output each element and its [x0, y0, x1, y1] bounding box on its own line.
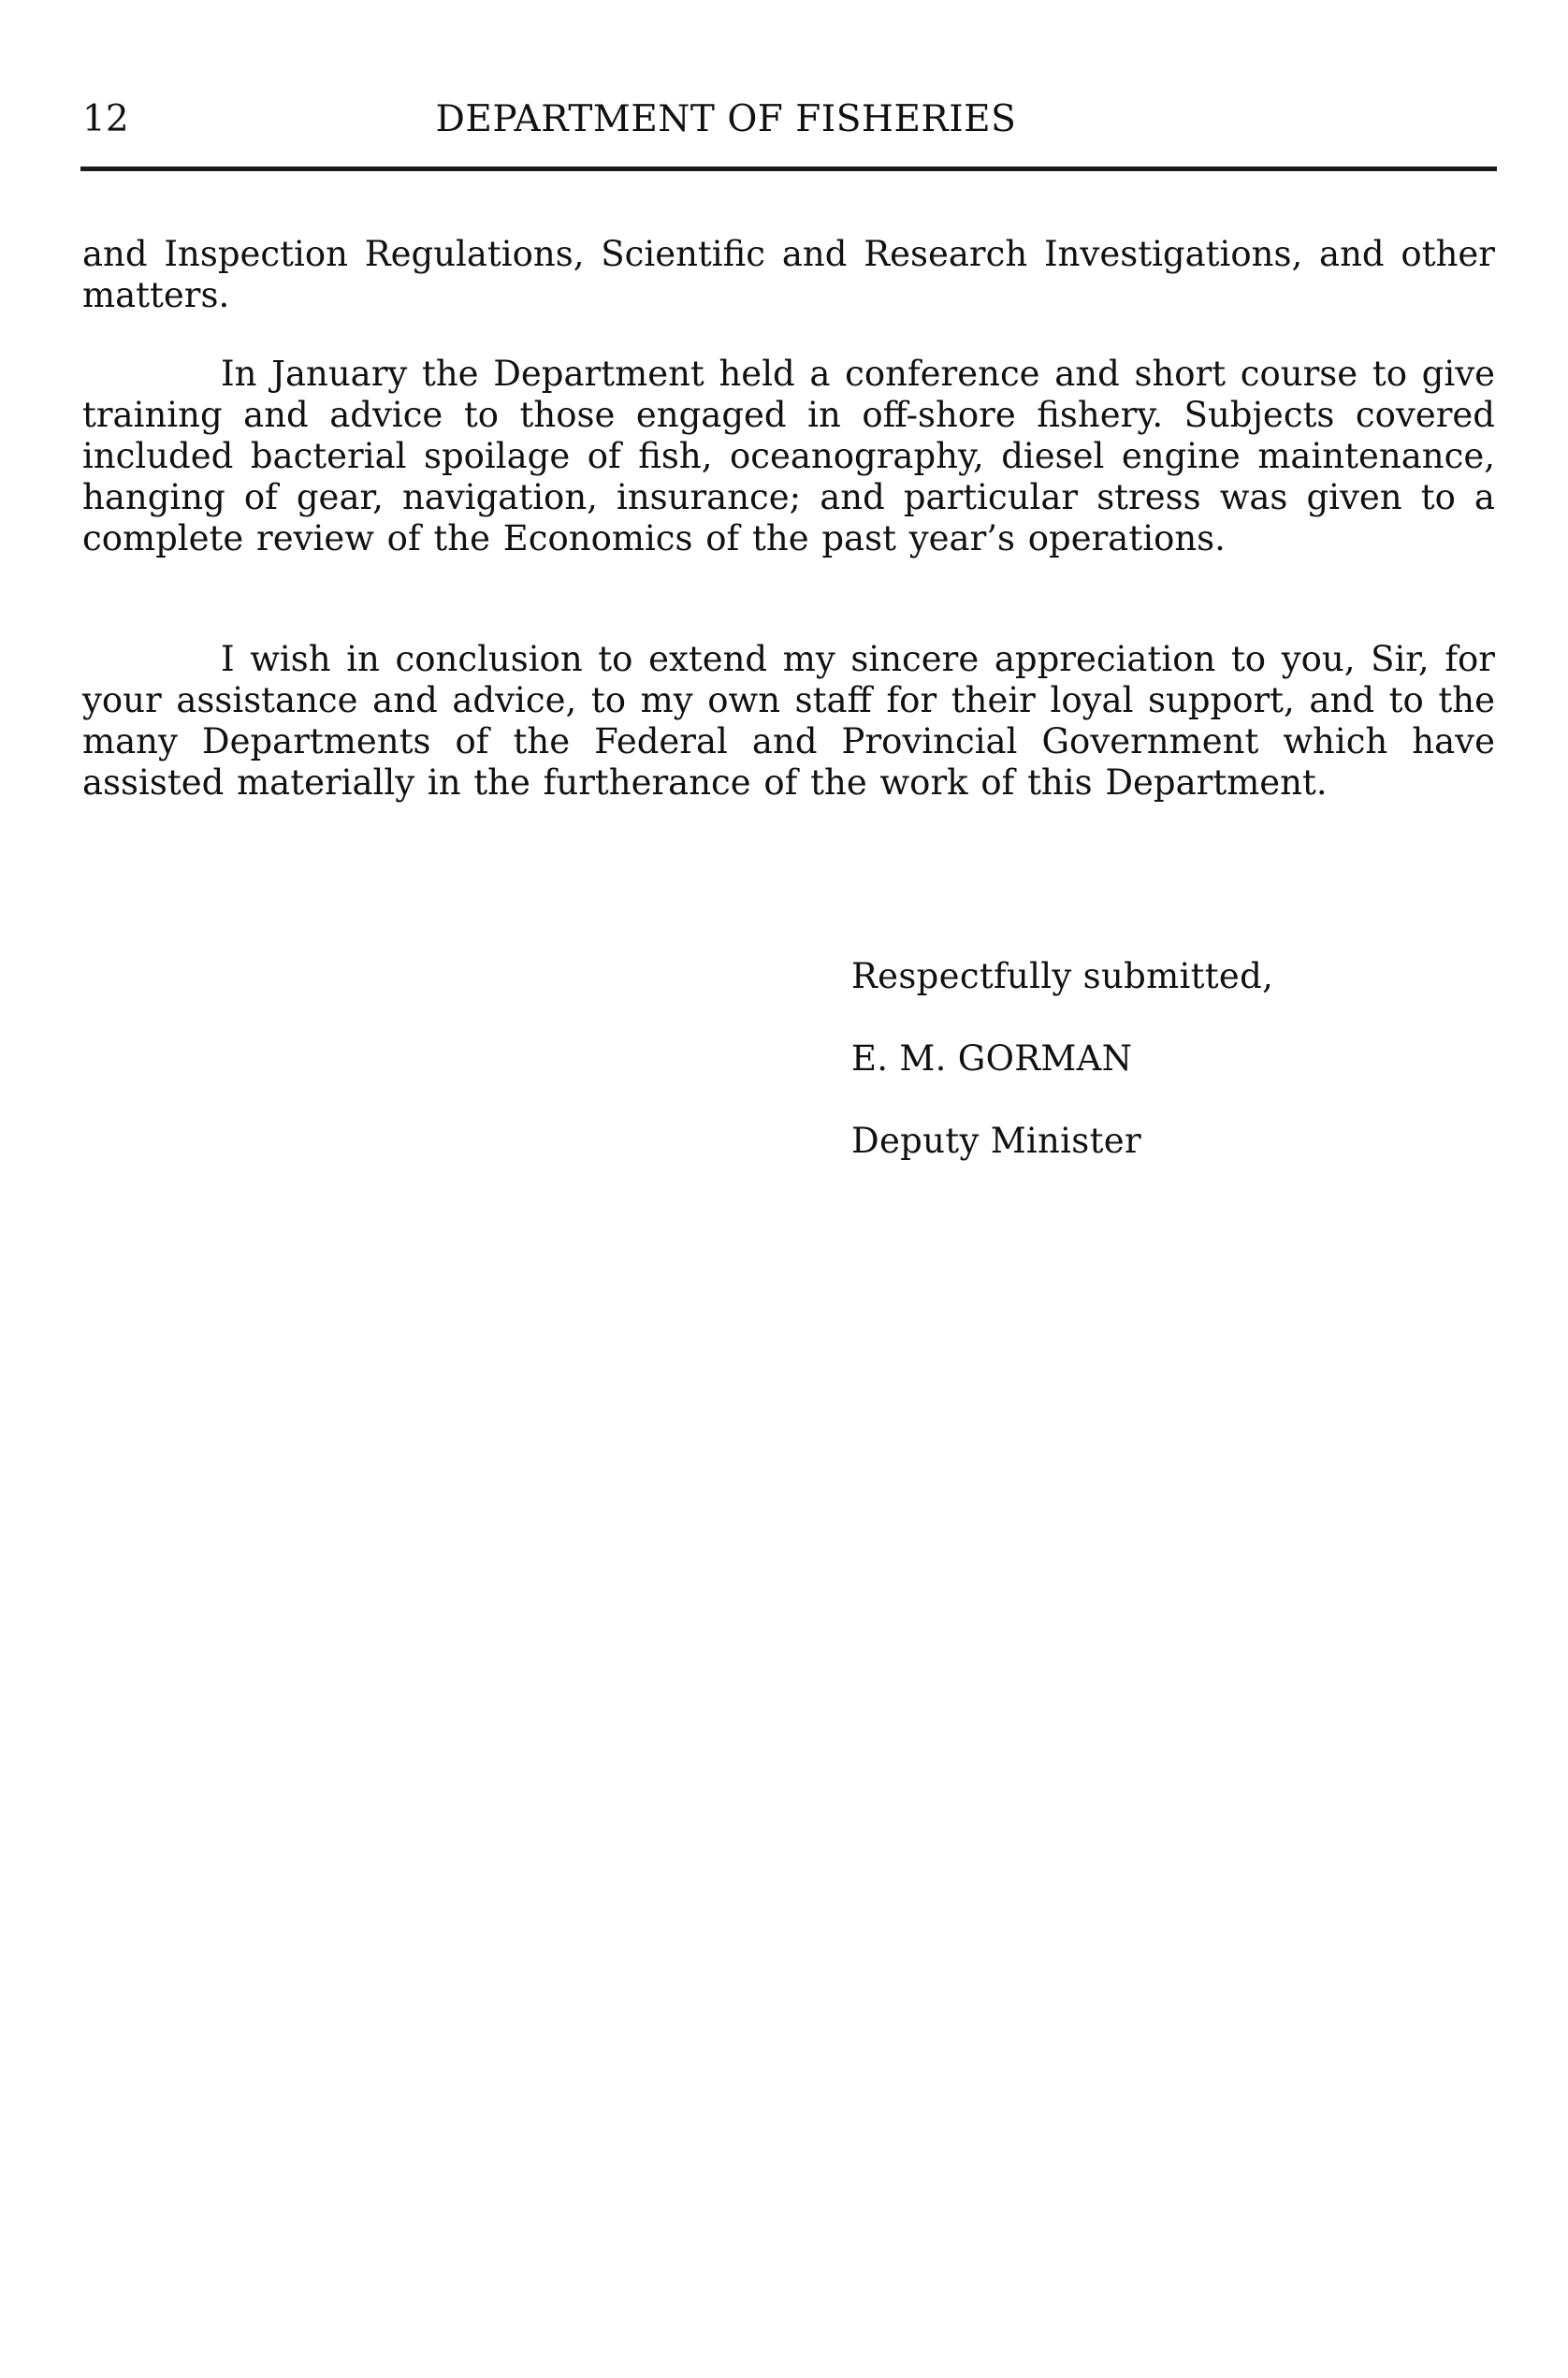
signature-closing: Respectfully submitted,	[851, 956, 1274, 996]
page-title: DEPARTMENT OF FISHERIES	[435, 98, 1017, 140]
paragraph-continuation: and Inspection Regulations, Scientific and Research Investigations, and other matters.	[82, 234, 1495, 315]
page-number: 12	[82, 98, 129, 140]
paragraph-conclusion: I wish in conclusion to extend my sincere appreciation to you, Sir, for your assistance and advice, to my own staff for their loyal support, and to the many Departments of the Federal and Provincial Government which have assisted materially in the furtherance of the work of this Department.	[82, 639, 1495, 803]
signature-title: Deputy Minister	[851, 1121, 1141, 1161]
paragraph-conference: In January the Department held a conference and short course to give training and advice to those engaged in off-shore fishery. Subjects covered included bacterial spoilage of fish, oceanography, diesel engine maintenance, hanging of gear, navigation, insurance; and particular stress was given to a complete review of the Economics of the past year’s operations.	[82, 354, 1495, 558]
running-head	[82, 94, 1497, 146]
signature-name: E. M. GORMAN	[851, 1038, 1133, 1079]
header-divider	[80, 167, 1497, 171]
